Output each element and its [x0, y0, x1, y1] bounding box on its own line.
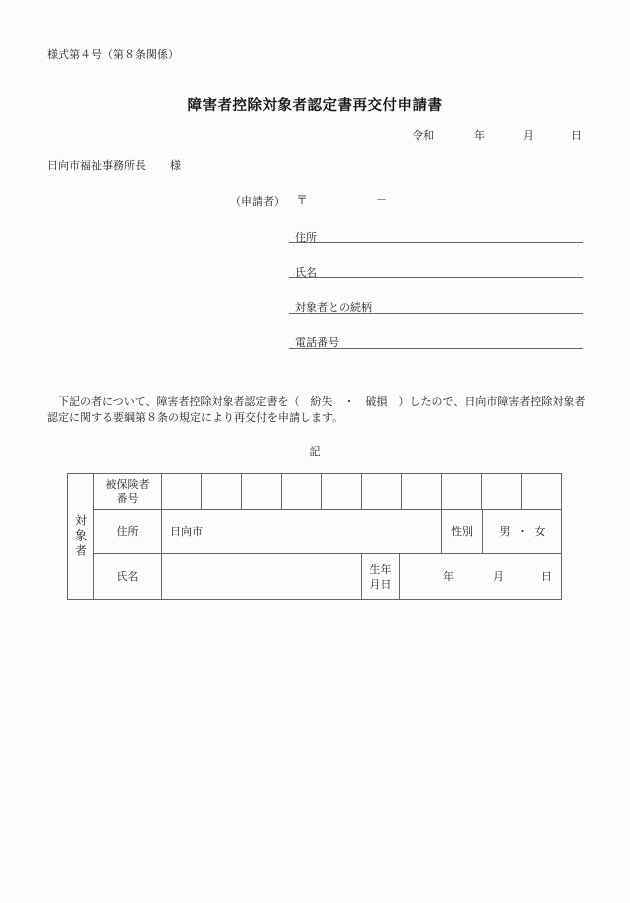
applicant-relationship-label: 対象者との続柄 — [295, 301, 372, 314]
insured-digit-1[interactable] — [162, 474, 201, 509]
date-era: 令和 — [412, 129, 434, 142]
applicant-address-line — [289, 242, 583, 243]
form-number: 様式第４号（第８条関係） — [47, 48, 179, 61]
application-statement: 下記の者について、障害者控除対象者認定書を（ 紛失 ・ 破損 ）したので、日向市障害者控除対象者認定に関する要綱第８条の規定により再交付を申請します。 — [47, 395, 586, 424]
birthdate-label-line2: 月日 — [369, 577, 392, 591]
postal-mark-icon: 〒 — [296, 193, 309, 207]
applicant-phone-line — [289, 348, 583, 349]
applicant-label: （申請者） — [230, 195, 285, 208]
document-title: 障害者控除対象者認定書再交付申請書 — [187, 98, 443, 114]
birth-year-label: 年 — [443, 569, 454, 583]
insured-digit-8[interactable] — [442, 474, 481, 509]
applicant-name-label: 氏名 — [295, 266, 317, 279]
subject-name-label: 氏名 — [116, 569, 139, 583]
insured-digit-9[interactable] — [482, 474, 521, 509]
birthdate-label — [362, 554, 399, 599]
subject-info-table — [67, 473, 562, 600]
insured-number-label — [94, 474, 161, 509]
insured-digit-2[interactable] — [202, 474, 241, 509]
applicant-address-label: 住所 — [295, 231, 317, 244]
applicant-phone-label: 電話番号 — [295, 336, 339, 349]
subject-group-text: 対象者 — [73, 514, 88, 559]
insured-digit-3[interactable] — [242, 474, 281, 509]
applicant-relationship-line — [289, 313, 583, 314]
date-day-label: 日 — [571, 129, 582, 142]
insured-digit-6[interactable] — [362, 474, 401, 509]
birthdate-value[interactable] — [400, 554, 562, 599]
gender-options[interactable]: 男 ・ 女 — [499, 524, 546, 538]
subject-address-label: 住所 — [116, 524, 139, 538]
addressee-honorific: 様 — [170, 159, 181, 172]
insured-number-label-line1: 被保険者 — [105, 477, 150, 491]
insured-digit-5[interactable] — [322, 474, 361, 509]
date-year-label: 年 — [474, 129, 485, 142]
applicant-name-line — [289, 277, 583, 278]
birthdate-label-line1: 生年 — [369, 562, 392, 576]
ki-heading: 記 — [309, 445, 321, 458]
insured-number-label-line2: 番号 — [116, 491, 139, 505]
birth-month-label: 月 — [493, 569, 504, 583]
insured-digit-7[interactable] — [402, 474, 441, 509]
subject-address-value[interactable]: 日向市 — [170, 524, 203, 538]
insured-digit-10[interactable] — [522, 474, 561, 509]
postal-code-dash: － — [376, 193, 387, 206]
date-month-label: 月 — [523, 129, 534, 142]
addressee: 日向市福祉事務所長 — [47, 159, 146, 172]
insured-digit-4[interactable] — [282, 474, 321, 509]
subject-name-value[interactable] — [162, 554, 361, 599]
birth-day-label: 日 — [541, 569, 552, 583]
subject-group-label — [68, 474, 93, 599]
gender-label: 性別 — [451, 524, 473, 538]
